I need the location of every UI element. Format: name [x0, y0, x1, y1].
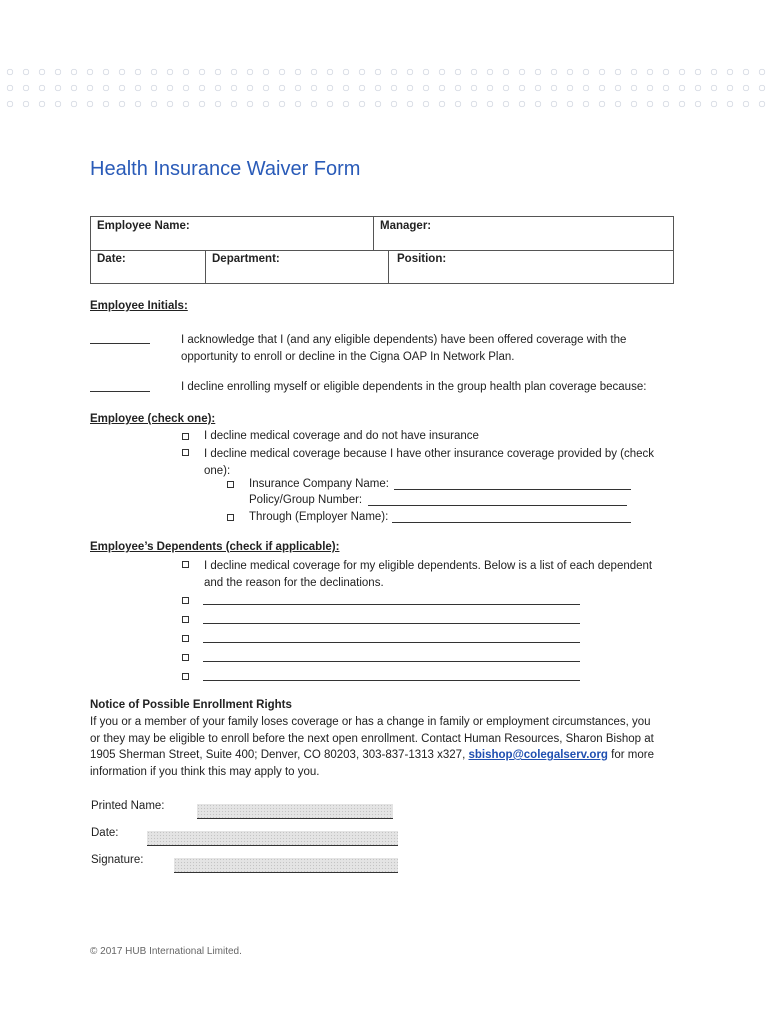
manager-label: Manager: — [380, 220, 432, 232]
dependent-line-3[interactable] — [203, 642, 580, 643]
checkbox-dependent-2[interactable] — [182, 616, 189, 623]
decline-enroll-text: I decline enrolling myself or eligible dependents in the group health plan coverage because: — [181, 381, 647, 393]
employee-name-field[interactable] — [91, 217, 373, 250]
dependents-heading: Employee’s Dependents (check if applicable): — [90, 541, 340, 553]
policy-group-label: Policy/Group Number: — [249, 494, 363, 506]
decline-dependents-line-2: and the reason for the declinations. — [204, 576, 384, 589]
copyright-footer: © 2017 HUB International Limited. — [90, 946, 242, 957]
date-field[interactable] — [91, 250, 205, 283]
department-label: Department: — [212, 253, 280, 265]
option-no-insurance: I decline medical coverage and do not have insurance — [204, 430, 479, 442]
checkbox-decline-dependents[interactable] — [182, 561, 189, 568]
policy-group-line[interactable] — [368, 505, 627, 506]
manager-field[interactable] — [374, 217, 674, 250]
printed-name-input[interactable] — [197, 804, 393, 819]
signature-input[interactable] — [174, 858, 398, 873]
info-row-2 — [91, 250, 673, 283]
initials-heading: Employee Initials: — [90, 300, 188, 312]
page-title: Health Insurance Waiver Form — [90, 158, 361, 180]
insurance-company-line[interactable] — [394, 489, 631, 490]
checkbox-dependent-3[interactable] — [182, 635, 189, 642]
acknowledge-line-1: I acknowledge that I (and any eligible dependents) have been offered coverage with the — [181, 334, 627, 346]
checkbox-dependent-5[interactable] — [182, 673, 189, 680]
info-row-1 — [91, 217, 673, 251]
notice-line-2: or they may be eligible to enroll before the next open enrollment. Contact Human Resources, Sharon Bishop at — [90, 732, 654, 745]
checkbox-insurance-company[interactable] — [227, 481, 234, 488]
department-field[interactable] — [206, 250, 388, 283]
date-sign-input[interactable] — [147, 831, 398, 846]
date-sign-label: Date: — [91, 827, 119, 839]
initials-blank-1[interactable] — [90, 343, 150, 344]
checkbox-no-insurance[interactable] — [182, 433, 189, 440]
option-other-insurance — [204, 446, 654, 479]
date-label: Date: — [97, 253, 126, 265]
notice-line-4: information if you think this may apply to you. — [90, 765, 320, 778]
dependent-line-5[interactable] — [203, 680, 580, 681]
insurance-company-label: Insurance Company Name: — [249, 478, 389, 490]
notice-line-1: If you or a member of your family loses coverage or has a change in family or employment circumstances, you — [90, 716, 651, 728]
checkbox-through-employer[interactable] — [227, 514, 234, 521]
through-employer-line[interactable] — [392, 522, 631, 523]
employee-check-heading: Employee (check one): — [90, 413, 216, 425]
dependent-line-4[interactable] — [203, 661, 580, 662]
notice-line-3 — [90, 747, 690, 764]
printed-name-label: Printed Name: — [91, 800, 165, 812]
position-label: Position: — [397, 253, 447, 265]
option-other-insurance-line-2: one): — [204, 464, 231, 477]
checkbox-other-insurance[interactable] — [182, 449, 189, 456]
notice-heading: Notice of Possible Enrollment Rights — [90, 699, 292, 711]
employee-info-table — [90, 216, 674, 284]
checkbox-dependent-1[interactable] — [182, 597, 189, 604]
acknowledge-text — [181, 332, 626, 365]
notice-line-3-post: for more — [607, 749, 654, 761]
notice-body — [90, 714, 690, 780]
email-link[interactable]: sbishop@colegalserv.org — [468, 749, 608, 761]
employee-name-label: Employee Name: — [97, 220, 190, 232]
initials-blank-2[interactable] — [90, 391, 150, 392]
position-field[interactable] — [389, 250, 674, 283]
through-employer-label: Through (Employer Name): — [249, 511, 389, 523]
decline-dependents-text — [204, 558, 652, 591]
decline-dependents-line-1: I decline medical coverage for my eligible dependents. Below is a list of each dependent — [204, 560, 653, 572]
acknowledge-line-2: opportunity to enroll or decline in the Cigna OAP In Network Plan. — [181, 350, 515, 363]
option-other-insurance-line-1: I decline medical coverage because I have other insurance coverage provided by (check — [204, 448, 655, 460]
dependent-line-2[interactable] — [203, 623, 580, 624]
decorative-dot-pattern — [0, 62, 770, 112]
dependent-line-1[interactable] — [203, 604, 580, 605]
notice-line-3-pre: 1905 Sherman Street, Suite 400; Denver, CO 80203, 303-837-1313 x327, — [90, 749, 469, 761]
signature-label: Signature: — [91, 854, 144, 866]
checkbox-dependent-4[interactable] — [182, 654, 189, 661]
